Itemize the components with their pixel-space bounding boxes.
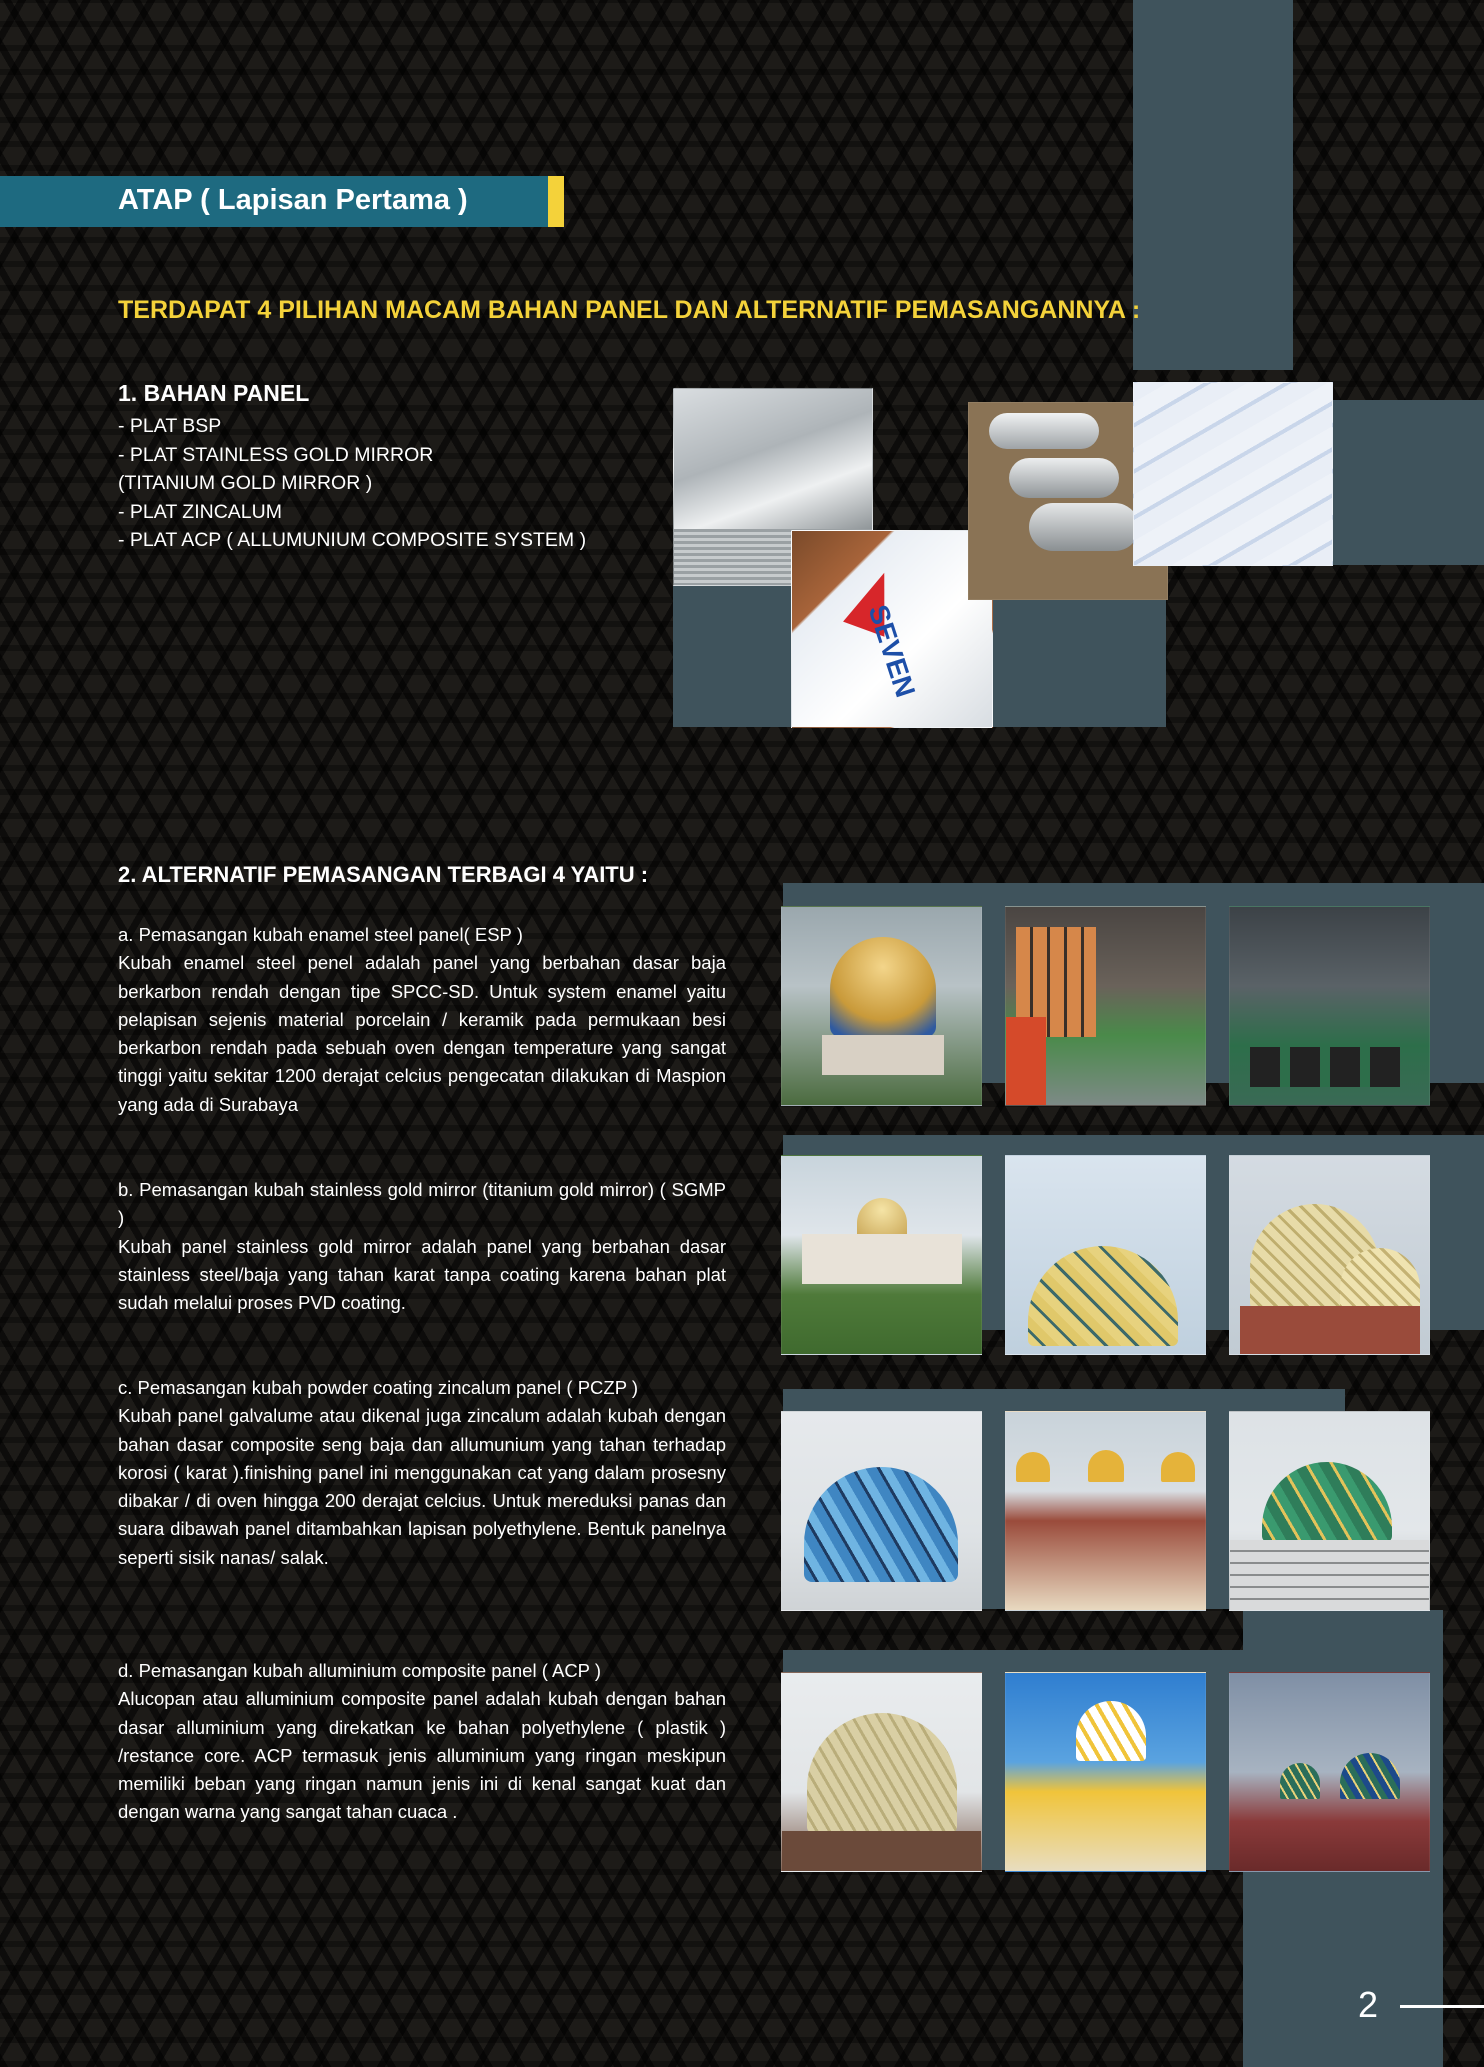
item-sgmp: [118, 1176, 726, 1317]
enamel-factory-photo: [1229, 906, 1430, 1106]
deco-block: [1243, 1610, 1443, 1650]
section2-heading: 2. ALTERNATIF PEMASANGAN TERBAGI 4 YAITU :: [118, 862, 649, 887]
page-number-rule: [1400, 2005, 1484, 2008]
pczp-blue-dome-photo: [781, 1411, 982, 1611]
list-item: - PLAT BSP: [118, 415, 222, 437]
list-item: - PLAT ZINCALUM: [118, 500, 282, 523]
list-item: - PLAT ACP ( ALLUMUNIUM COMPOSITE SYSTEM ): [118, 529, 587, 551]
sgmp-twin-dome-photo: [1229, 1155, 1430, 1355]
list-item: - PLAT STAINLESS GOLD MIRROR: [118, 443, 434, 466]
list-item: (TITANIUM GOLD MIRROR ): [118, 472, 373, 494]
acp-colorful-mosque-photo: [1005, 1672, 1206, 1872]
item-esp: [118, 921, 726, 1119]
item-body: Kubah panel galvalume atau dikenal juga zincalum adalah kubah dengan bahan dasar composite seng baja dan allumunium yang tahan terhadap korosi ( karat ).finishing panel ini menggunakan cat yang dalam prosesny dibakar / di oven hingga 200 derajat celcius. Untuk mereduksi panas dan suara dibawah panel ditambahkan lapisan polyethylene. Bentuk panelnya seperti sisik nanas/ salak.: [118, 1405, 726, 1568]
pczp-mosque-facade-photo: [1005, 1411, 1206, 1611]
esp-dome-photo: [781, 906, 982, 1106]
item-title: c. Pemasangan kubah powder coating zincalum panel ( PCZP ): [118, 1377, 638, 1398]
deco-block: [673, 585, 793, 727]
acp-cream-dome-photo: [781, 1672, 982, 1872]
item-body: Kubah panel stainless gold mirror adalah panel yang berbahan dasar stainless steel/baja yang tahan karat tanpa coating karena bahan plat sudah melalui proses PVD coating.: [118, 1235, 726, 1314]
photo-text: SEVEN: [862, 601, 922, 701]
item-pczp: [118, 1374, 726, 1572]
item-body: Alucopan atau alluminium composite panel adalah kubah dengan bahan dasar alluminium yang direkatkan ke bahan polyethylene ( plastik ) /restance core. ACP termasuk jenis alluminium yang ringan meskipun memiliki beban yang ringan namun jenis ini di kenal sangat kuat dan dengan warna yang sangat tahan cuaca .: [118, 1688, 726, 1823]
acp-red-mosque-photo: [1229, 1672, 1430, 1872]
pczp-green-dome-photo: [1229, 1411, 1430, 1611]
item-body: Kubah enamel steel penel adalah panel yang berbahan dasar baja berkarbon rendah dengan tipe SPCC-SD. Untuk system enamel yaitu pelapisan sejenis material porcelain / keramik pada permukaan besi berkarbon rendah pada sebuah oven dengan temperature yang sangat tinggi yaitu sekitar 1200 derajat celcius pengecatan dilakukan di Maspion yang ada di Surabaya: [118, 952, 726, 1115]
panel-list: [118, 412, 586, 555]
enamel-workshop-photo: [1005, 906, 1206, 1106]
deco-block: [1133, 0, 1293, 370]
sgmp-dome-closeup-photo: [1005, 1155, 1206, 1355]
item-acp: [118, 1657, 726, 1827]
item-title: a. Pemasangan kubah enamel steel panel( ESP ): [118, 924, 523, 945]
sgmp-mosque-photo: [781, 1155, 982, 1355]
acp-protective-film-photo: [1133, 382, 1333, 566]
section1-heading: 1. BAHAN PANEL: [118, 380, 310, 406]
deco-block: [1243, 1870, 1443, 2067]
header-accent: [548, 176, 564, 227]
item-title: b. Pemasangan kubah stainless gold mirror (titanium gold mirror) ( SGMP ): [118, 1179, 726, 1229]
page-title: ATAP ( Lapisan Pertama ): [118, 184, 468, 216]
acp-sheets-seven-photo: [791, 530, 993, 728]
deco-block: [990, 598, 1166, 727]
item-title: d. Pemasangan kubah alluminium composite panel ( ACP ): [118, 1660, 601, 1681]
subtitle: TERDAPAT 4 PILIHAN MACAM BAHAN PANEL DAN ALTERNATIF PEMASANGANNYA :: [118, 296, 1141, 324]
page-number: 2: [1358, 1984, 1379, 2025]
